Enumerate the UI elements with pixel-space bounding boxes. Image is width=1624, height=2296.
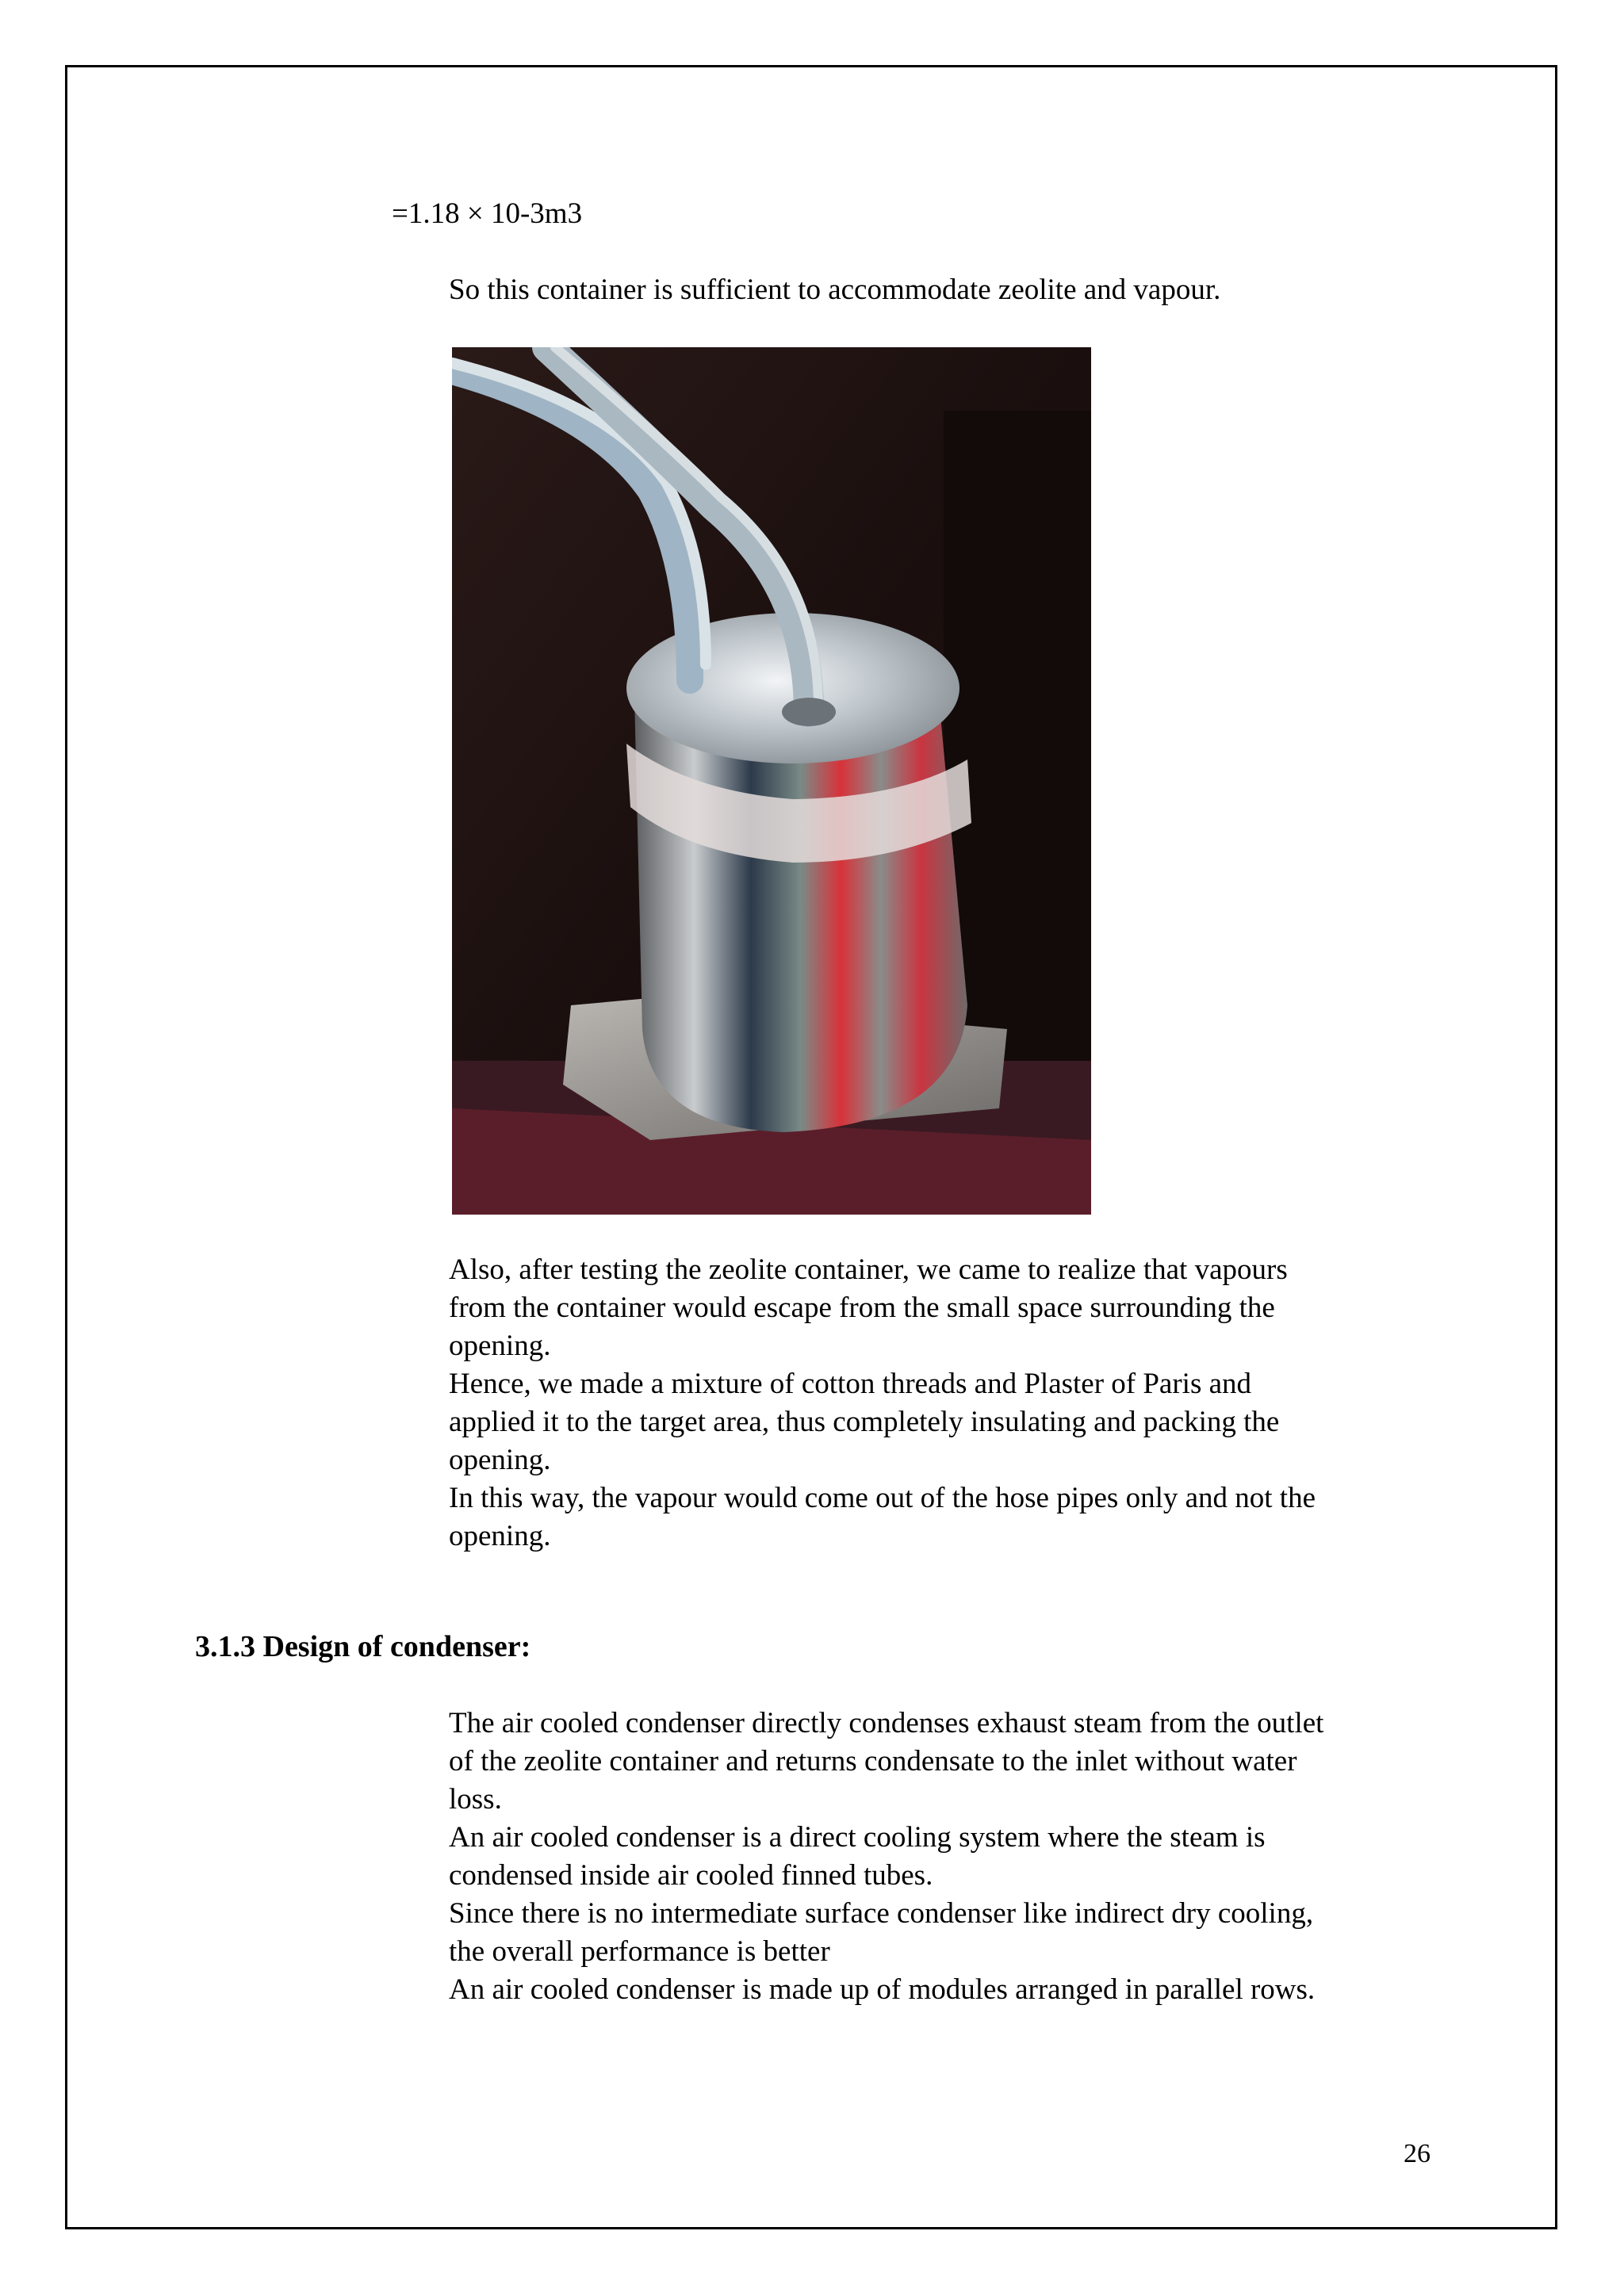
para-line: applied it to the target area, thus completely insulating and packing the xyxy=(449,1406,1280,1438)
para-line: condensed inside air cooled finned tubes. xyxy=(449,1859,933,1892)
para-line: In this way, the vapour would come out of the hose pipes only and not the xyxy=(449,1482,1316,1514)
para-line: Since there is no intermediate surface condenser like indirect dry cooling, xyxy=(449,1897,1314,1930)
para-line: opening. xyxy=(449,1330,551,1362)
zeolite-container-photo xyxy=(452,347,1091,1215)
para-line: An air cooled condenser is a direct cooling system where the steam is xyxy=(449,1821,1266,1854)
para-line: Also, after testing the zeolite container, we came to realize that vapours xyxy=(449,1253,1288,1286)
page-number: 26 xyxy=(1404,2139,1431,2168)
para-line: An air cooled condenser is made up of modules arranged in parallel rows. xyxy=(449,1973,1316,2006)
para-line: from the container would escape from the small space surrounding the xyxy=(449,1292,1275,1324)
para-line: The air cooled condenser directly condenses exhaust steam from the outlet xyxy=(449,1707,1324,1739)
para-line: of the zeolite container and returns condensate to the inlet without water xyxy=(449,1745,1297,1777)
condenser-paragraph xyxy=(449,1705,1323,2009)
para-line: the overall performance is better xyxy=(449,1935,830,1968)
para-line: Hence, we made a mixture of cotton threads and Plaster of Paris and xyxy=(449,1368,1252,1400)
section-heading: 3.1.3 Design of condenser: xyxy=(195,1630,531,1663)
para-line: loss. xyxy=(449,1783,502,1816)
testing-paragraph xyxy=(449,1251,1316,1556)
para-line: opening. xyxy=(449,1520,551,1552)
intro-sentence: So this container is sufficient to accommodate zeolite and vapour. xyxy=(449,274,1221,306)
para-line: opening. xyxy=(449,1444,551,1476)
volume-formula: =1.18 × 10-3m3 xyxy=(392,197,583,230)
